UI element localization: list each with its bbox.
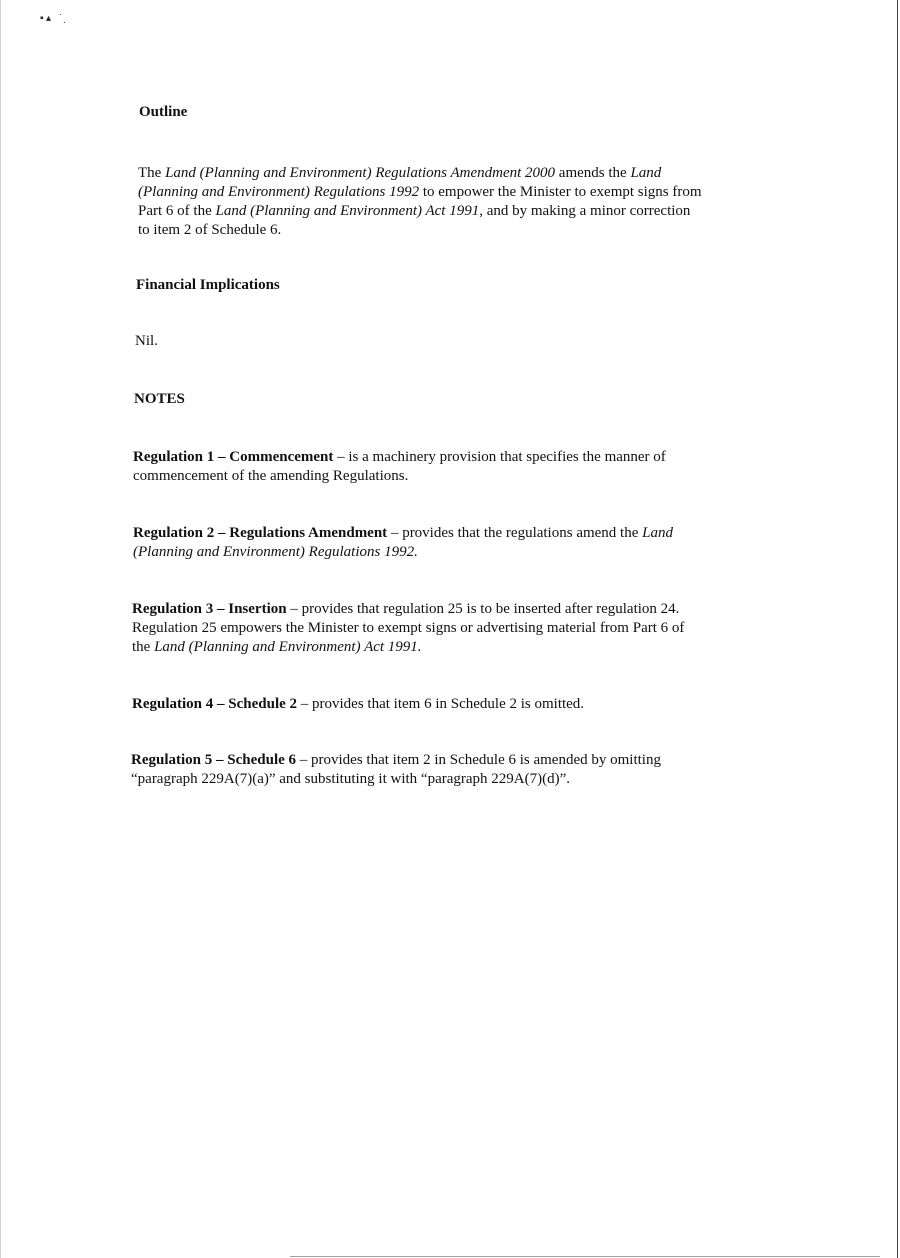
- text-run: Part 6 of the: [138, 203, 216, 219]
- text-run: to empower the Minister to exempt signs from: [419, 184, 702, 200]
- text-run: Regulation 25 empowers the Minister to exempt signs or advertising material from Part 6 of: [132, 620, 685, 636]
- text-run: – provides that item 6 in Schedule 2 is omitted.: [297, 696, 585, 712]
- text-line: [131, 770, 661, 789]
- act-title: (Planning and Environment) Regulations 1992: [138, 184, 420, 200]
- note-regulation-2: [133, 524, 673, 562]
- note-regulation-1: [133, 448, 666, 486]
- text-run: to item 2 of Schedule 6.: [138, 222, 282, 238]
- note-regulation-4: [132, 695, 584, 714]
- text-line: [133, 448, 666, 467]
- act-title: (Planning and Environment) Regulations 1992.: [133, 544, 418, 560]
- note-title: Regulation 3 – Insertion: [132, 601, 287, 617]
- note-regulation-5: [131, 751, 661, 789]
- text-line: [138, 221, 702, 240]
- text-line: [138, 164, 702, 183]
- page-edge-right: [897, 0, 898, 1258]
- text-line: [138, 183, 702, 202]
- act-title: Land: [630, 165, 662, 181]
- text-line: [133, 524, 673, 543]
- text-line: [132, 695, 584, 714]
- scan-artifact: ▪ ▴ ˙ ̣: [40, 13, 65, 24]
- text-run: “paragraph 229A(7)(a)” and substituting it with “paragraph 229A(7)(d)”.: [131, 771, 571, 787]
- text-line: [131, 751, 661, 770]
- act-title: Land: [642, 525, 673, 541]
- act-title: Land (Planning and Environment) Act 1991: [215, 203, 480, 219]
- text-line: [132, 638, 684, 657]
- outline-paragraph: [138, 164, 702, 240]
- outline-heading: Outline: [139, 104, 188, 120]
- text-line: [132, 600, 684, 619]
- text-run: – provides that the regulations amend the: [387, 525, 643, 541]
- text-run: – provides that item 2 in Schedule 6 is amended by omitting: [296, 752, 661, 768]
- text-line: [138, 202, 702, 221]
- text-run: , and by making a minor correction: [479, 203, 691, 219]
- note-regulation-3: [132, 600, 684, 657]
- text-run: amends the: [555, 165, 631, 181]
- page-edge-bottom: [290, 1256, 880, 1257]
- page-edge-left: [0, 0, 1, 1258]
- text-run: The: [138, 165, 166, 181]
- text-run: – provides that regulation 25 is to be inserted after regulation 24.: [286, 601, 680, 617]
- act-title: Land (Planning and Environment) Regulations Amendment 2000: [165, 165, 556, 181]
- note-title: Regulation 4 – Schedule 2: [132, 696, 298, 712]
- act-title: Land (Planning and Environment) Act 1991.: [154, 639, 422, 655]
- text-line: [133, 467, 666, 486]
- text-run: the: [132, 639, 155, 655]
- notes-heading: NOTES: [134, 391, 185, 407]
- financial-heading: Financial Implications: [136, 277, 280, 293]
- text-line: [133, 543, 673, 562]
- text-line: [132, 619, 684, 638]
- note-title: Regulation 1 – Commencement: [133, 449, 334, 465]
- note-title: Regulation 5 – Schedule 6: [131, 752, 297, 768]
- text-run: – is a machinery provision that specifies the manner of: [333, 449, 666, 465]
- text-run: commencement of the amending Regulations.: [133, 468, 409, 484]
- note-title: Regulation 2 – Regulations Amendment: [133, 525, 388, 541]
- financial-body: Nil.: [135, 333, 158, 349]
